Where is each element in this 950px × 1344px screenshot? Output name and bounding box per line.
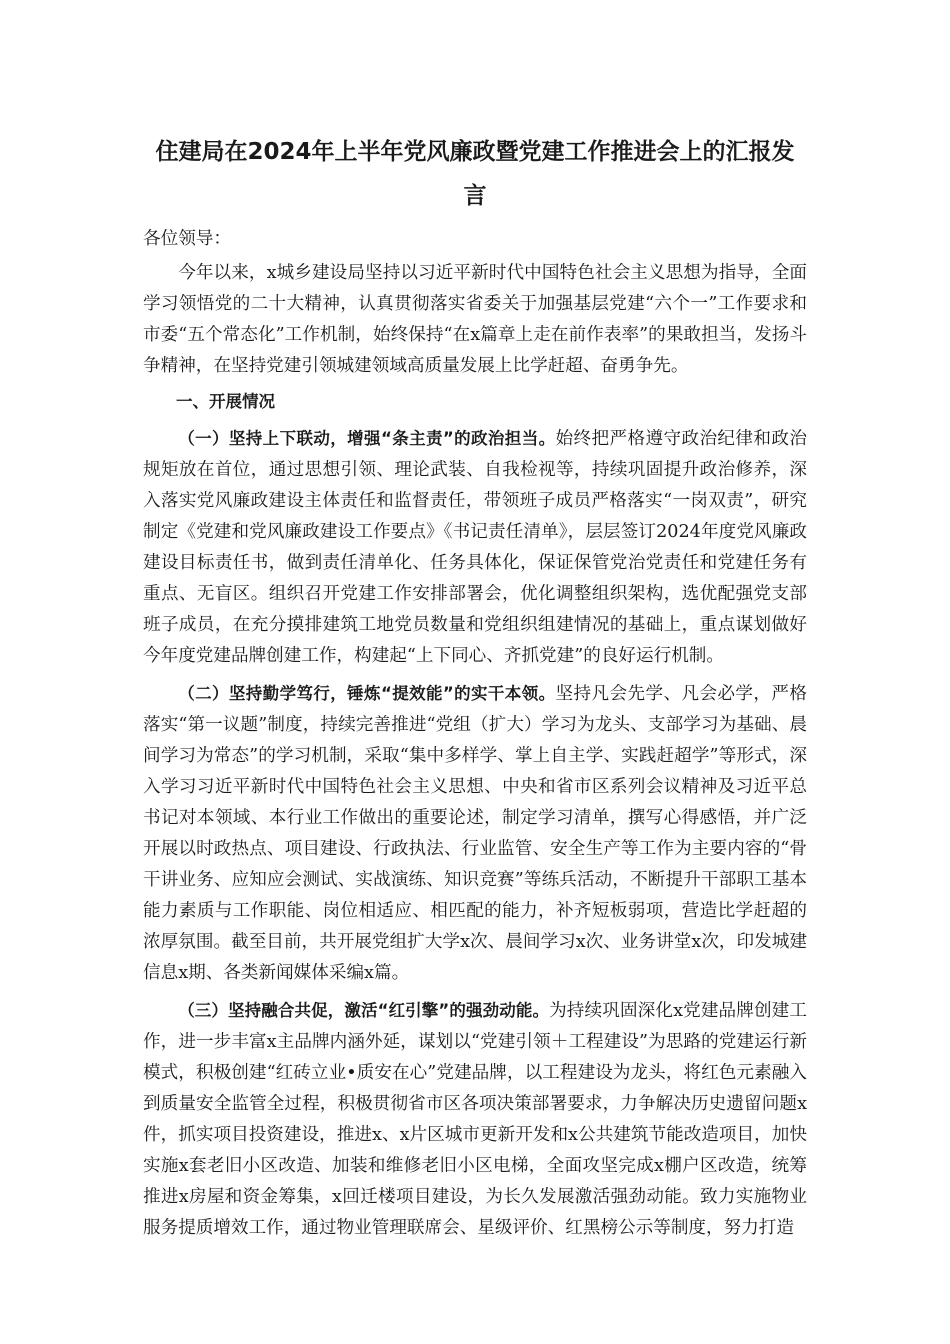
salutation: 各位领导： (143, 229, 231, 249)
section-body-3: 为持续巩固深化x党建品牌创建工作，进一步丰富x主品牌内涵外延，谋划以“党建引领＋工程建设”为思路的党建运行新模式，积极创建“红砖立业•质安在心”党建品牌，以工程建设为龙头，将红色元素融入到质量安全监管全过程，积极贯彻省市区各项决策部署要求，力争解决历史遗留问题x件，抓实项目投资建设，推进x、x片区城市更新开发和x公共建筑节能改造项目，加快实施x套老旧小区改造、加装和维修老旧小区电梯，全面攻坚完成x棚户区改造，统筹推进x房屋和资金筹集，x回迁楼项目建设，为长久发展激活强劲动能。致力实施物业服务提质增效工作，通过物业管理联席会、星级评价、红黑榜公示等制度，努力打造 (143, 1001, 807, 1238)
section-heading: 一、开展情况 (176, 392, 275, 411)
intro-paragraph: 今年以来，x城乡建设局坚持以习近平新时代中国特色社会主义思想为指导，全面学习领悟党的二十大精神，认真贯彻落实省委关于加强基层党建“六个一”工作要求和市委“五个常态化”工作机制，始终保持“在x篇章上走在前作表率”的果敢担当，发扬斗争精神，在坚持党建引领城建领域高质量发展上比学赶超、奋勇争先。 (143, 263, 807, 376)
section-body-1: 始终把严格遵守政治纪律和政治规矩放在首位，通过思想引领、理论武装、自我检视等，持续巩固提升政治修养，深入落实党风廉政建设主体责任和监督责任，带领班子成员严格落实“一岗双责”，研究制定《党建和党风廉政建设工作要点》《书记责任清单》，层层签订2024年度党风廉政建设目标责任书，做到责任清单化、任务具体化，保证保管党治党责任和党建任务有重点、无盲区。组织召开党建工作安排部署会，优化调整组织架构，选优配强党支部班子成员，在充分摸排建筑工地党员数量和党组织组建情况的基础上，重点谋划做好今年度党建品牌创建工作，构建起“上下同心、齐抓党建”的良好运行机制。 (143, 429, 807, 666)
section-body-2: 坚持凡会先学、凡会必学，严格落实“第一议题”制度，持续完善推进“党组（扩大）学习为龙头、支部学习为基础、晨间学习为常态”的学习机制，采取“集中多样学、掌上自主学、实践赶超学”等形式，深入学习习近平新时代中国特色社会主义思想、中央和省市区系列会议精神及习近平总书记对本领域、本行业工作做出的重要论述，制定学习清单，撰写心得感悟，并广泛开展以时政热点、项目建设、行政执法、行业监管、安全生产等工作为主要内容的“骨干讲业务、应知应会测试、实战演练、知识竞赛”等练兵活动，不断提升干部职工基本能力素质与工作职能、岗位相适应、相匹配的能力，补齐短板弱项，营造比学赶超的浓厚氛围。截至目前，共开展党组扩大学x次、晨间学习x次、业务讲堂x次，印发城建信息x期、各类新闻媒体采编x篇。 (143, 684, 807, 983)
section-lead-1: （一）坚持上下联动，增强“条主责”的政治担当。 (178, 429, 556, 448)
title-line-2: 言 (463, 183, 487, 209)
section-paragraph-1 (143, 423, 807, 672)
document-title (143, 130, 807, 218)
title-line-1: 住建局在2024年上半年党风廉政暨党建工作推进会上的汇报发 (155, 139, 795, 165)
section-paragraph-3 (143, 995, 807, 1244)
section-lead-2: （二）坚持勤学笃行，锤炼“提效能”的实干本领。 (178, 684, 556, 703)
section-lead-3: （三）坚持融合共促，激活“红引擎”的强劲动能。 (178, 1001, 550, 1020)
section-paragraph-2 (143, 678, 807, 989)
